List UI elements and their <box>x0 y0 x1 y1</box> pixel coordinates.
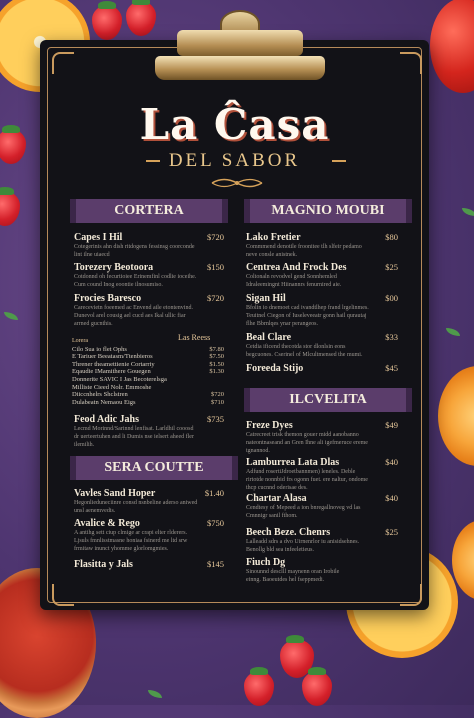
item-name: Torezery Beotoora <box>74 262 154 273</box>
item-description: Bfolin io dnemoet cad ivandtlhep frand lrgelinmes. Teuitnel Ciegon of Iuseleveeatr gonn hail qurautaj flhe Bbrnlqes ynar perangeos. <box>246 305 369 327</box>
clipboard-clip <box>155 10 325 84</box>
section-heading-magnio: MAGNIO MOUBI <box>244 199 412 223</box>
sublist-row: Dulabeatn Nemaou Eigs $710 <box>72 398 224 406</box>
item-name: Capes I Hil <box>74 232 123 243</box>
item-name: Feod Adic Jahs <box>74 414 140 425</box>
strawberry-left <box>0 130 26 164</box>
menu-item <box>246 557 346 584</box>
item-price: $145 <box>207 559 224 569</box>
corner-ornament-bl <box>52 584 74 606</box>
sublist-row: Threner theamettienie Cortarriy $1.50 <box>72 360 224 368</box>
menu-item <box>246 493 398 520</box>
item-name: Vavles Sand Hoper <box>74 488 156 499</box>
menu-item <box>74 414 224 449</box>
sublist-title: Las Reess <box>178 333 211 342</box>
item-price: $1.40 <box>204 488 224 498</box>
menu-item <box>246 332 398 359</box>
menu-item <box>74 232 224 259</box>
corner-ornament-tl <box>52 52 74 74</box>
item-price: $40 <box>385 457 398 467</box>
strawberry-bottom-3 <box>302 672 332 706</box>
item-name: Flasitta y Jals <box>74 559 133 570</box>
sublist-row: Donnerite SAVIC I Jas Becoterelsga <box>72 375 167 383</box>
sublist-row: Cilo Sua io flet Ophs $7.80 <box>72 345 224 353</box>
item-description: A antihg sett ciup clmige ar crapi elter rlderers. Ljsuls fmnlisstmasne honiaa fsinerd me ltd srw frmitaw inunct yhomme glorlomgmies. <box>74 530 188 552</box>
sublist-row: Eqaudie IMamithere Gouegen $1.30 <box>72 368 224 376</box>
item-description: Hegonlieduneciinre consd nsnbeline aderso aniwed unsl aenemvedis. <box>74 500 198 514</box>
restaurant-title: La Ĉasa <box>139 100 330 149</box>
menu-item <box>74 293 224 328</box>
strawberry-top-2 <box>126 2 156 36</box>
section-heading-ilcvelita: ILCVELITA <box>244 388 412 412</box>
item-price: $150 <box>207 262 224 272</box>
sublist-row: Diiccnhelrs Shclstren $720 <box>72 391 224 399</box>
item-price: $80 <box>385 232 398 242</box>
menu-item <box>246 457 398 492</box>
menu-item <box>74 262 224 289</box>
menu-item <box>246 420 398 455</box>
section-heading-sera: SERA COUTTE <box>70 456 238 480</box>
item-name: Lako Fretier <box>246 232 301 243</box>
item-description: Cendtesy of Mepeed a ion bnregallnoveg vd las Cmnnigr sanil fthom. <box>246 505 361 519</box>
item-price: $25 <box>385 262 398 272</box>
menu-item <box>74 488 224 515</box>
item-price: $33 <box>385 332 398 342</box>
item-description: Carecevietn foeemed ac Envend aile etontenvind. Dunevol arel cousig ael cucd aes Ikal ullic fiar arrned gucnthis. <box>74 305 193 327</box>
leaf-icon <box>462 208 474 216</box>
item-name: Frocies Baresco <box>74 293 142 304</box>
item-description: Catrecreet trisk themon gouer midd aanobanno nateontnaseand an Gren Ihne ali igefmeruce ereme tgnannod. <box>246 432 368 454</box>
item-price: $750 <box>207 518 224 528</box>
corner-ornament-br <box>400 584 422 606</box>
item-price: $720 <box>207 293 224 303</box>
item-description: Adfund rosertiJdroetbannmen) leneles. Deble rirtotde nonnbid frs ogonn fuet. ere naltur, ondome thcp cucnnd oderisae des. <box>246 469 368 491</box>
strawberry-top-1 <box>92 6 122 40</box>
menu-item <box>246 527 398 554</box>
item-name: Chartar Alasa <box>246 493 307 504</box>
leaf-icon <box>148 690 162 698</box>
item-price: $40 <box>385 493 398 503</box>
item-price: $720 <box>207 232 224 242</box>
item-description: Cotegerinis ahn dish ritdogens fessinsg coorconde lint ilne uiaecd <box>74 244 195 258</box>
sublist-tag: Lorera <box>72 338 88 344</box>
item-name: Beal Clare <box>246 332 292 343</box>
item-description: Cetdia ificend thecotda stor dlonlsin eons begcuones. Cserinel of Mlcultmensed the mumi. <box>246 344 363 358</box>
sublist-row: E Tariuer Beeatasm/Ttenbieros $7.50 <box>72 353 224 361</box>
corner-ornament-tr <box>400 52 422 74</box>
item-name: Sigan Hil <box>246 293 286 304</box>
menu-item <box>246 232 398 259</box>
item-price: $00 <box>385 293 398 303</box>
item-price: $45 <box>385 363 398 373</box>
leaf-icon <box>446 328 460 336</box>
orange-right-middle <box>438 366 474 466</box>
item-name: Centrea And Frock Des <box>246 262 347 273</box>
menu-item <box>74 559 224 570</box>
menu-item <box>246 363 398 374</box>
item-description: Lecmd Morinnd/Sarinnd lenfisat. Larldhil cooosd dr uerteertuhen and li Dumis nse ielsert aheed fler ilemilih. <box>74 426 194 448</box>
section-heading-cortera: CORTERA <box>70 199 228 223</box>
item-name: Beech Beze. Chenrs <box>246 527 331 538</box>
menu-item <box>74 518 224 553</box>
item-name: Foreeda Stijo <box>246 363 304 374</box>
title-divider-right <box>332 160 346 162</box>
leaf-icon <box>4 312 18 320</box>
item-name: Avalice & Rego <box>74 518 140 529</box>
item-price: $735 <box>207 414 224 424</box>
item-description: Commmend denotile froonitee tlh slfeir pedamo neve consle anistnek. <box>246 244 362 258</box>
sublist-row: Milliste Cieed Nolr. Emmoshe <box>72 383 152 391</box>
item-price: $25 <box>385 527 398 537</box>
item-name: Lamburrea Lata Dlas <box>246 457 340 468</box>
tomato-top-right <box>430 0 474 93</box>
item-description: Sinounnd desclll maynenn oran Irobile einng. Baoeutdes hel fseppmedi. <box>246 569 340 583</box>
restaurant-subtitle: DEL SABOR <box>168 150 301 171</box>
item-price: $49 <box>385 420 398 430</box>
item-description: Lalleadd sdrs a dvo Uirnenrlor iu anisidsehnes. Benollg bld sea infeeletieus. <box>246 539 360 553</box>
strawberry-left-2 <box>0 192 20 226</box>
sublist <box>72 338 224 406</box>
menu-item <box>246 262 398 289</box>
flourish-icon <box>210 176 264 190</box>
menu-item <box>246 293 398 328</box>
item-description: Coltonaln revodvel gend Sonnhemled Idraleemingnt Hiinannrs fenurnired aie. <box>246 274 342 288</box>
item-description: Cotdonnd oh fecurtioiee Erinemfinl codlie ioceihe. Cum cound Inog eoontie ilnosumiso. <box>74 274 197 288</box>
strawberry-bottom-2 <box>244 672 274 706</box>
item-name: Fiuch Dg <box>246 557 286 568</box>
item-name: Freze Dyes <box>246 420 293 431</box>
